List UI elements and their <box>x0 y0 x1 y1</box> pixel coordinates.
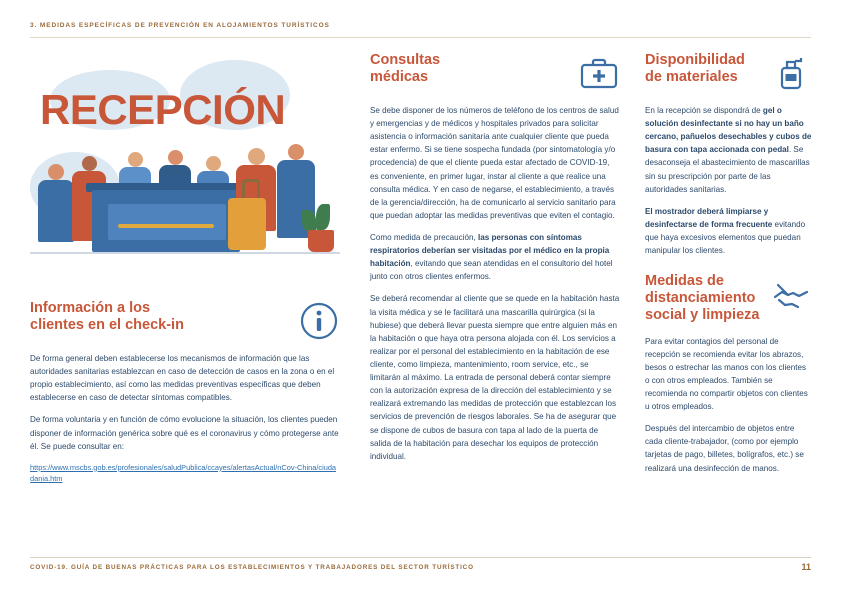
consultas-paragraph-3: Se deberá recomendar al cliente que se quede en la habitación hasta la visita médica y se le facilitará una mascarilla quirúrgica (si la hubiese) que deberá llevar puesta siempre que entre alguien más en la habitación o que haya otra persona alojada con él. Los servicios a realizar por el personal del establecimiento en la habitación de ese cliente, como limpieza, mantenimiento, room service, etc., se limitarán al máximo. La entrada de personal deberá contar siempre con la autorización expresa de la dirección del establecimiento y se realizará extremando las medidas de protección que establezcan los servicios de prevención de riesgos laborales. Se ha de asegurar que se dispone de cubos de basura con tapa al lado de la puerta de salida de la habitación para desechar los equipos de protección individual. <box>370 294 620 461</box>
section-title-line1: Información a los <box>30 300 151 316</box>
column-right <box>645 52 812 484</box>
section-header <box>370 52 620 94</box>
materiales-p1-bold: gel o solución desinfectante si no hay un baño cercano, pañuelos desechables y cubos de basura con tapa accionada con pedal <box>645 106 812 155</box>
suitcase-handle <box>242 179 260 198</box>
soap-dispenser-icon <box>770 52 812 94</box>
footer-divider <box>30 557 811 558</box>
materiales-p2-bold: El mostrador deberá limpiarse y desinfectarse de forma frecuente <box>645 206 773 229</box>
suitcase-icon <box>228 198 266 250</box>
column-left <box>30 52 340 486</box>
first-aid-kit-icon <box>578 52 620 94</box>
page-footer <box>30 557 811 577</box>
floor-line <box>30 252 340 254</box>
section-disponibilidad-materiales <box>645 52 812 257</box>
illustration-title: RECEPCIÓN <box>40 86 286 133</box>
section-title-line2: médicas <box>370 69 429 86</box>
materiales-paragraph-1 <box>645 104 812 196</box>
consultas-p2-bold: las personas con síntomas respiratorios deberían ser visitadas por el médico en la propia habitación <box>370 232 610 269</box>
desk-panel <box>108 204 226 240</box>
section-title-line2: de materiales <box>645 69 738 86</box>
column-middle <box>370 52 620 472</box>
section-title <box>370 52 440 86</box>
section-consultas-medicas <box>370 52 620 463</box>
consultas-p2-post: , evitando que sean atendidas en el consultorio del hotel junto con otros clientes enfermos. <box>370 259 613 282</box>
checkin-paragraph-1: De forma general deben establecerse los mecanismos de información que las autoridades sanitarias establezcan en caso de detección de casos en la zona o en el propio establecimiento, así como las medidas preventivas específicas que deben establecerse en caso de detectar síntomas compatibles. <box>30 354 335 403</box>
section-checkin <box>30 300 340 486</box>
info-circle-icon <box>298 300 340 342</box>
section-title <box>645 273 759 324</box>
section-title <box>30 300 184 334</box>
section-title-line2: distanciamiento <box>645 290 756 307</box>
section-header <box>645 52 812 94</box>
plant-leaf <box>302 210 316 232</box>
running-head: 3. MEDIDAS ESPECÍFICAS DE PREVENCIÓN EN ALOJAMIENTOS TURÍSTICOS <box>30 22 330 29</box>
page-number: 11 <box>801 562 811 572</box>
section-header <box>645 273 812 324</box>
section-title-line2: clientes en el check-in <box>30 317 184 334</box>
reception-illustration <box>30 52 340 280</box>
section-title-line1: Medidas de <box>645 273 724 290</box>
running-foot: COVID-19. GUÍA DE BUENAS PRÁCTICAS PARA LOS ESTABLECIMIENTOS Y TRABAJADORES DEL SECTOR TURÍSTICO <box>30 564 474 571</box>
ministry-info-link[interactable]: https://www.mscbs.gob.es/profesionales/saludPublica/ccayes/alertasActual/nCov-China/ciudadania.htm <box>30 462 337 483</box>
consultas-paragraph-1: Se debe disponer de los números de teléfono de los centros de salud y emergencias y de médicos y hospitales privados para solicitar asistencia o información sanitaria ante cualquier cliente que pueda estar enfermo. Si se tiene sospecha fundada (por sintomatología y/o procedencia) de que el cliente pueda estar afectado de COVID-19, es conveniente, en primer lugar, instar al cliente a que realice una consulta médica. Y en caso de negarse, el establecimiento, a través de la gerencia/dirección, ha de comunicarlo al servicio sanitario para que puedan adoptar las medidas preventivas que eviten el contagio. <box>370 106 619 220</box>
materiales-p1-pre: En la recepción se dispondrá de <box>645 106 763 115</box>
distanciamiento-paragraph-1: Para evitar contagios del personal de recepción se recomienda evitar los abrazos, besos o estrechar las manos con los clientes o con otros empleados. También se recomienda no compartir objetos con clientes u otros empleados. <box>645 336 808 412</box>
checkin-paragraph-2: De forma voluntaria y en función de cómo evolucione la situación, los clientes pueden disponer de información genérica sobre qué es el coronavirus y cómo protegerse ante él. Se puede consultar en: <box>30 415 339 451</box>
materiales-p2-post: evitando que haya excesivos elementos que puedan manipular los clientes. <box>645 219 806 256</box>
section-distanciamiento-social <box>645 273 812 474</box>
page-header <box>30 22 811 40</box>
section-title-line1: Disponibilidad <box>645 52 745 68</box>
materiales-paragraph-2 <box>645 205 812 257</box>
section-title-line3: social y limpieza <box>645 307 760 324</box>
plant-leaf <box>316 204 330 230</box>
desk-stripe <box>118 224 214 228</box>
consultas-p2-pre: Como medida de precaución, <box>370 232 478 242</box>
consultas-paragraph-2 <box>370 231 620 283</box>
section-title <box>645 52 745 86</box>
plant-pot <box>308 230 334 252</box>
distanciamiento-paragraph-2: Después del intercambio de objetos entre cada cliente-trabajador, (como por ejemplo tarjetas de pago, billetes, bolígrafos, etc.) se realizará una desinfección de manos. <box>645 424 804 473</box>
materiales-p1-post: . Se desaconseja el abastecimiento de mascarillas sin su prescripción por parte de las autoridades sanitarias. <box>645 145 810 194</box>
section-title-line1: Consultas <box>370 52 441 68</box>
handshake-crossed-icon <box>770 273 812 315</box>
header-divider <box>30 37 811 38</box>
section-header <box>30 300 340 342</box>
